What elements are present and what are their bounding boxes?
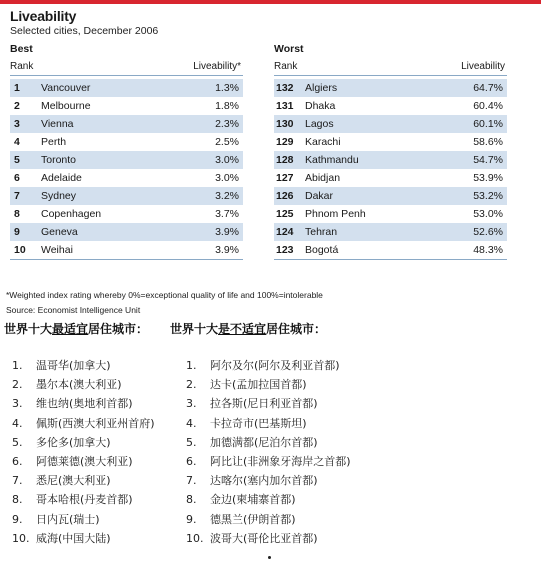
worst-table-row bbox=[274, 205, 507, 223]
rank-cell: 128 bbox=[276, 154, 294, 166]
list-item-number: 1. bbox=[12, 359, 23, 372]
liveability-cell: 53.0% bbox=[473, 208, 503, 220]
worst-table bbox=[274, 43, 507, 260]
rank-cell: 124 bbox=[276, 226, 294, 238]
liveability-cell: 60.1% bbox=[473, 118, 503, 130]
rank-cell: 10 bbox=[14, 244, 26, 256]
list-item bbox=[186, 491, 351, 510]
chinese-worst-list bbox=[186, 357, 351, 549]
list-item-number: 10. bbox=[186, 531, 204, 545]
city-cell: Tehran bbox=[305, 226, 338, 238]
list-item-text: 悉尼(澳大利亚) bbox=[36, 474, 111, 488]
chinese-best-title bbox=[4, 320, 148, 337]
liveability-cell: 53.2% bbox=[473, 190, 503, 202]
rank-cell: 123 bbox=[276, 244, 294, 256]
city-cell: Abidjan bbox=[305, 172, 341, 184]
rank-cell: 3 bbox=[14, 118, 20, 130]
worst-table-row bbox=[274, 115, 507, 133]
list-item-text: 墨尔本(澳大利亚) bbox=[36, 378, 122, 392]
list-item bbox=[12, 357, 155, 376]
list-item bbox=[12, 415, 155, 434]
chinese-best-list bbox=[12, 357, 155, 549]
chinese-best-title-underlined: 最适宜 bbox=[52, 322, 89, 336]
list-item-number: 6. bbox=[12, 454, 23, 468]
liveability-cell: 48.3% bbox=[473, 244, 503, 256]
liveability-cell: 52.6% bbox=[473, 226, 503, 238]
best-table-row bbox=[10, 133, 243, 151]
list-item-number: 8. bbox=[12, 493, 23, 507]
list-item-text: 阿比让(非洲象牙海岸之首都) bbox=[210, 454, 351, 468]
list-item-text: 威海(中国大陆) bbox=[36, 531, 111, 545]
rank-cell: 132 bbox=[276, 82, 294, 94]
list-item-number: 5. bbox=[186, 435, 197, 449]
list-item-text: 阿尔及尔(阿尔及利亚首都) bbox=[210, 359, 340, 372]
list-item-text: 达卡(孟加拉国首都) bbox=[210, 378, 307, 392]
list-item bbox=[186, 395, 351, 414]
city-cell: Karachi bbox=[305, 136, 341, 148]
chinese-best-title-pre: 世界十大 bbox=[4, 322, 53, 336]
worst-table-row bbox=[274, 97, 507, 115]
liveability-cell: 3.9% bbox=[215, 226, 239, 238]
liveability-cell: 1.3% bbox=[215, 82, 239, 94]
list-item-number: 9. bbox=[186, 512, 197, 526]
liveability-cell: 3.0% bbox=[215, 154, 239, 166]
city-cell: Vancouver bbox=[41, 82, 91, 94]
list-item-number: 6. bbox=[186, 454, 197, 468]
city-cell: Dakar bbox=[305, 190, 334, 202]
bullet-dot bbox=[268, 556, 271, 559]
list-item-text: 拉各斯(尼日利亚首都) bbox=[210, 397, 318, 411]
worst-table-row bbox=[274, 241, 507, 259]
city-cell: Weihai bbox=[41, 244, 73, 256]
liveability-cell: 3.0% bbox=[215, 172, 239, 184]
list-item-text: 阿德莱德(澳大利亚) bbox=[36, 454, 133, 468]
rank-cell: 2 bbox=[14, 100, 20, 112]
list-item-number: 8. bbox=[186, 493, 197, 507]
list-item-text: 多伦多(加拿大) bbox=[36, 435, 111, 449]
list-item bbox=[12, 530, 155, 549]
city-cell: Algiers bbox=[305, 82, 338, 94]
best-heading: Best bbox=[10, 43, 33, 55]
best-table-row bbox=[10, 151, 243, 169]
list-item bbox=[12, 511, 155, 530]
chinese-worst-title-pre: 世界十大 bbox=[170, 322, 219, 336]
best-table-row bbox=[10, 223, 243, 241]
worst-liveability-header: Liveability bbox=[461, 61, 505, 72]
liveability-cell: 54.7% bbox=[473, 154, 503, 166]
best-table-row bbox=[10, 79, 243, 97]
page-subtitle: Selected cities, December 2006 bbox=[10, 25, 159, 37]
list-item-number: 3. bbox=[186, 397, 197, 411]
liveability-cell: 2.3% bbox=[215, 118, 239, 130]
list-item bbox=[12, 376, 155, 395]
list-item-text: 卡拉奇市(巴基斯坦) bbox=[210, 416, 307, 430]
city-cell: Sydney bbox=[41, 190, 77, 202]
best-table-row bbox=[10, 241, 243, 259]
rank-cell: 125 bbox=[276, 208, 294, 220]
liveability-cell: 53.9% bbox=[473, 172, 503, 184]
city-cell: Perth bbox=[41, 136, 67, 148]
city-cell: Adelaide bbox=[41, 172, 82, 184]
best-liveability-header: Liveability* bbox=[193, 61, 241, 72]
city-cell: Toronto bbox=[41, 154, 77, 166]
city-cell: Phnom Penh bbox=[305, 208, 366, 220]
city-cell: Melbourne bbox=[41, 100, 91, 112]
rank-cell: 126 bbox=[276, 190, 294, 202]
best-table-row bbox=[10, 187, 243, 205]
worst-table-row bbox=[274, 79, 507, 97]
chinese-worst-title bbox=[170, 320, 326, 337]
rank-cell: 9 bbox=[14, 226, 20, 238]
chinese-best-title-post: 居住城市： bbox=[88, 322, 149, 336]
list-item-text: 佩斯(西澳大利亚州首府) bbox=[36, 416, 155, 430]
list-item bbox=[186, 472, 351, 491]
worst-heading: Worst bbox=[274, 43, 304, 55]
liveability-cell: 3.7% bbox=[215, 208, 239, 220]
worst-rows bbox=[274, 79, 507, 260]
rank-cell: 5 bbox=[14, 154, 20, 166]
list-item-number: 3. bbox=[12, 397, 23, 411]
city-cell: Bogotá bbox=[305, 244, 339, 256]
liveability-cell: 64.7% bbox=[473, 82, 503, 94]
page-title: Liveability bbox=[10, 8, 77, 24]
liveability-cell: 1.8% bbox=[215, 100, 239, 112]
list-item-number: 2. bbox=[186, 378, 197, 392]
source-note: Source: Economist Intelligence Unit bbox=[6, 305, 141, 315]
best-table-row bbox=[10, 115, 243, 133]
list-item bbox=[186, 530, 351, 549]
list-item-text: 波哥大(哥伦比亚首都) bbox=[210, 531, 318, 545]
liveability-cell: 2.5% bbox=[215, 136, 239, 148]
list-item-number: 2. bbox=[12, 378, 23, 392]
list-item bbox=[186, 511, 351, 530]
list-item bbox=[12, 453, 155, 472]
list-item-text: 日内瓦(瑞士) bbox=[36, 512, 100, 526]
best-table-row bbox=[10, 205, 243, 223]
list-item-number: 7. bbox=[186, 474, 197, 488]
worst-table-row bbox=[274, 133, 507, 151]
list-item-text: 加德满都(尼泊尔首都) bbox=[210, 435, 318, 449]
worst-header-row bbox=[274, 59, 507, 76]
list-item-number: 5. bbox=[12, 435, 23, 449]
rank-cell: 7 bbox=[14, 190, 20, 202]
list-item bbox=[12, 491, 155, 510]
worst-table-row bbox=[274, 187, 507, 205]
city-cell: Lagos bbox=[305, 118, 334, 130]
rank-cell: 6 bbox=[14, 172, 20, 184]
city-cell: Copenhagen bbox=[41, 208, 102, 220]
list-item-text: 金边(柬埔寨首都) bbox=[210, 493, 296, 507]
rank-cell: 130 bbox=[276, 118, 294, 130]
list-item-text: 维也纳(奥地利首都) bbox=[36, 397, 133, 411]
best-table-row bbox=[10, 169, 243, 187]
footnote: *Weighted index rating whereby 0%=exceptional quality of life and 100%=intolerable bbox=[6, 290, 323, 300]
list-item-number: 4. bbox=[12, 416, 23, 430]
city-cell: Vienna bbox=[41, 118, 74, 130]
list-item bbox=[186, 376, 351, 395]
city-cell: Dhaka bbox=[305, 100, 336, 112]
city-cell: Kathmandu bbox=[305, 154, 359, 166]
list-item bbox=[186, 357, 351, 376]
list-item-text: 哥本哈根(丹麦首都) bbox=[36, 493, 133, 507]
list-item-number: 10. bbox=[12, 531, 30, 545]
list-item-text: 德黑兰(伊朗首都) bbox=[210, 512, 296, 526]
best-table-row bbox=[10, 97, 243, 115]
best-table bbox=[10, 43, 243, 260]
rank-cell: 8 bbox=[14, 208, 20, 220]
list-item bbox=[186, 453, 351, 472]
best-rank-header: Rank bbox=[10, 61, 34, 72]
liveability-cell: 58.6% bbox=[473, 136, 503, 148]
list-item-number: 4. bbox=[186, 416, 197, 430]
list-item bbox=[12, 472, 155, 491]
rank-cell: 129 bbox=[276, 136, 294, 148]
liveability-cell: 60.4% bbox=[473, 100, 503, 112]
list-item-number: 9. bbox=[12, 512, 23, 526]
chinese-worst-title-underlined: 是不适宜 bbox=[218, 322, 267, 336]
list-item-text: 温哥华(加拿大) bbox=[36, 359, 111, 372]
top-accent-bar bbox=[0, 0, 541, 4]
rank-cell: 1 bbox=[14, 82, 20, 94]
city-cell: Geneva bbox=[41, 226, 78, 238]
liveability-cell: 3.9% bbox=[215, 244, 239, 256]
worst-rank-header: Rank bbox=[274, 61, 298, 72]
worst-table-row bbox=[274, 169, 507, 187]
list-item-number: 1. bbox=[186, 359, 197, 372]
list-item bbox=[12, 395, 155, 414]
best-rows bbox=[10, 79, 243, 260]
worst-table-row bbox=[274, 151, 507, 169]
list-item bbox=[12, 434, 155, 453]
list-item-number: 7. bbox=[12, 474, 23, 488]
chinese-worst-title-post: 居住城市： bbox=[266, 322, 327, 336]
best-header-row bbox=[10, 59, 243, 76]
list-item bbox=[186, 434, 351, 453]
liveability-cell: 3.2% bbox=[215, 190, 239, 202]
rank-cell: 4 bbox=[14, 136, 20, 148]
list-item-text: 达喀尔(塞内加尔首都) bbox=[210, 474, 318, 488]
worst-table-row bbox=[274, 223, 507, 241]
rank-cell: 127 bbox=[276, 172, 294, 184]
list-item bbox=[186, 415, 351, 434]
rank-cell: 131 bbox=[276, 100, 294, 112]
